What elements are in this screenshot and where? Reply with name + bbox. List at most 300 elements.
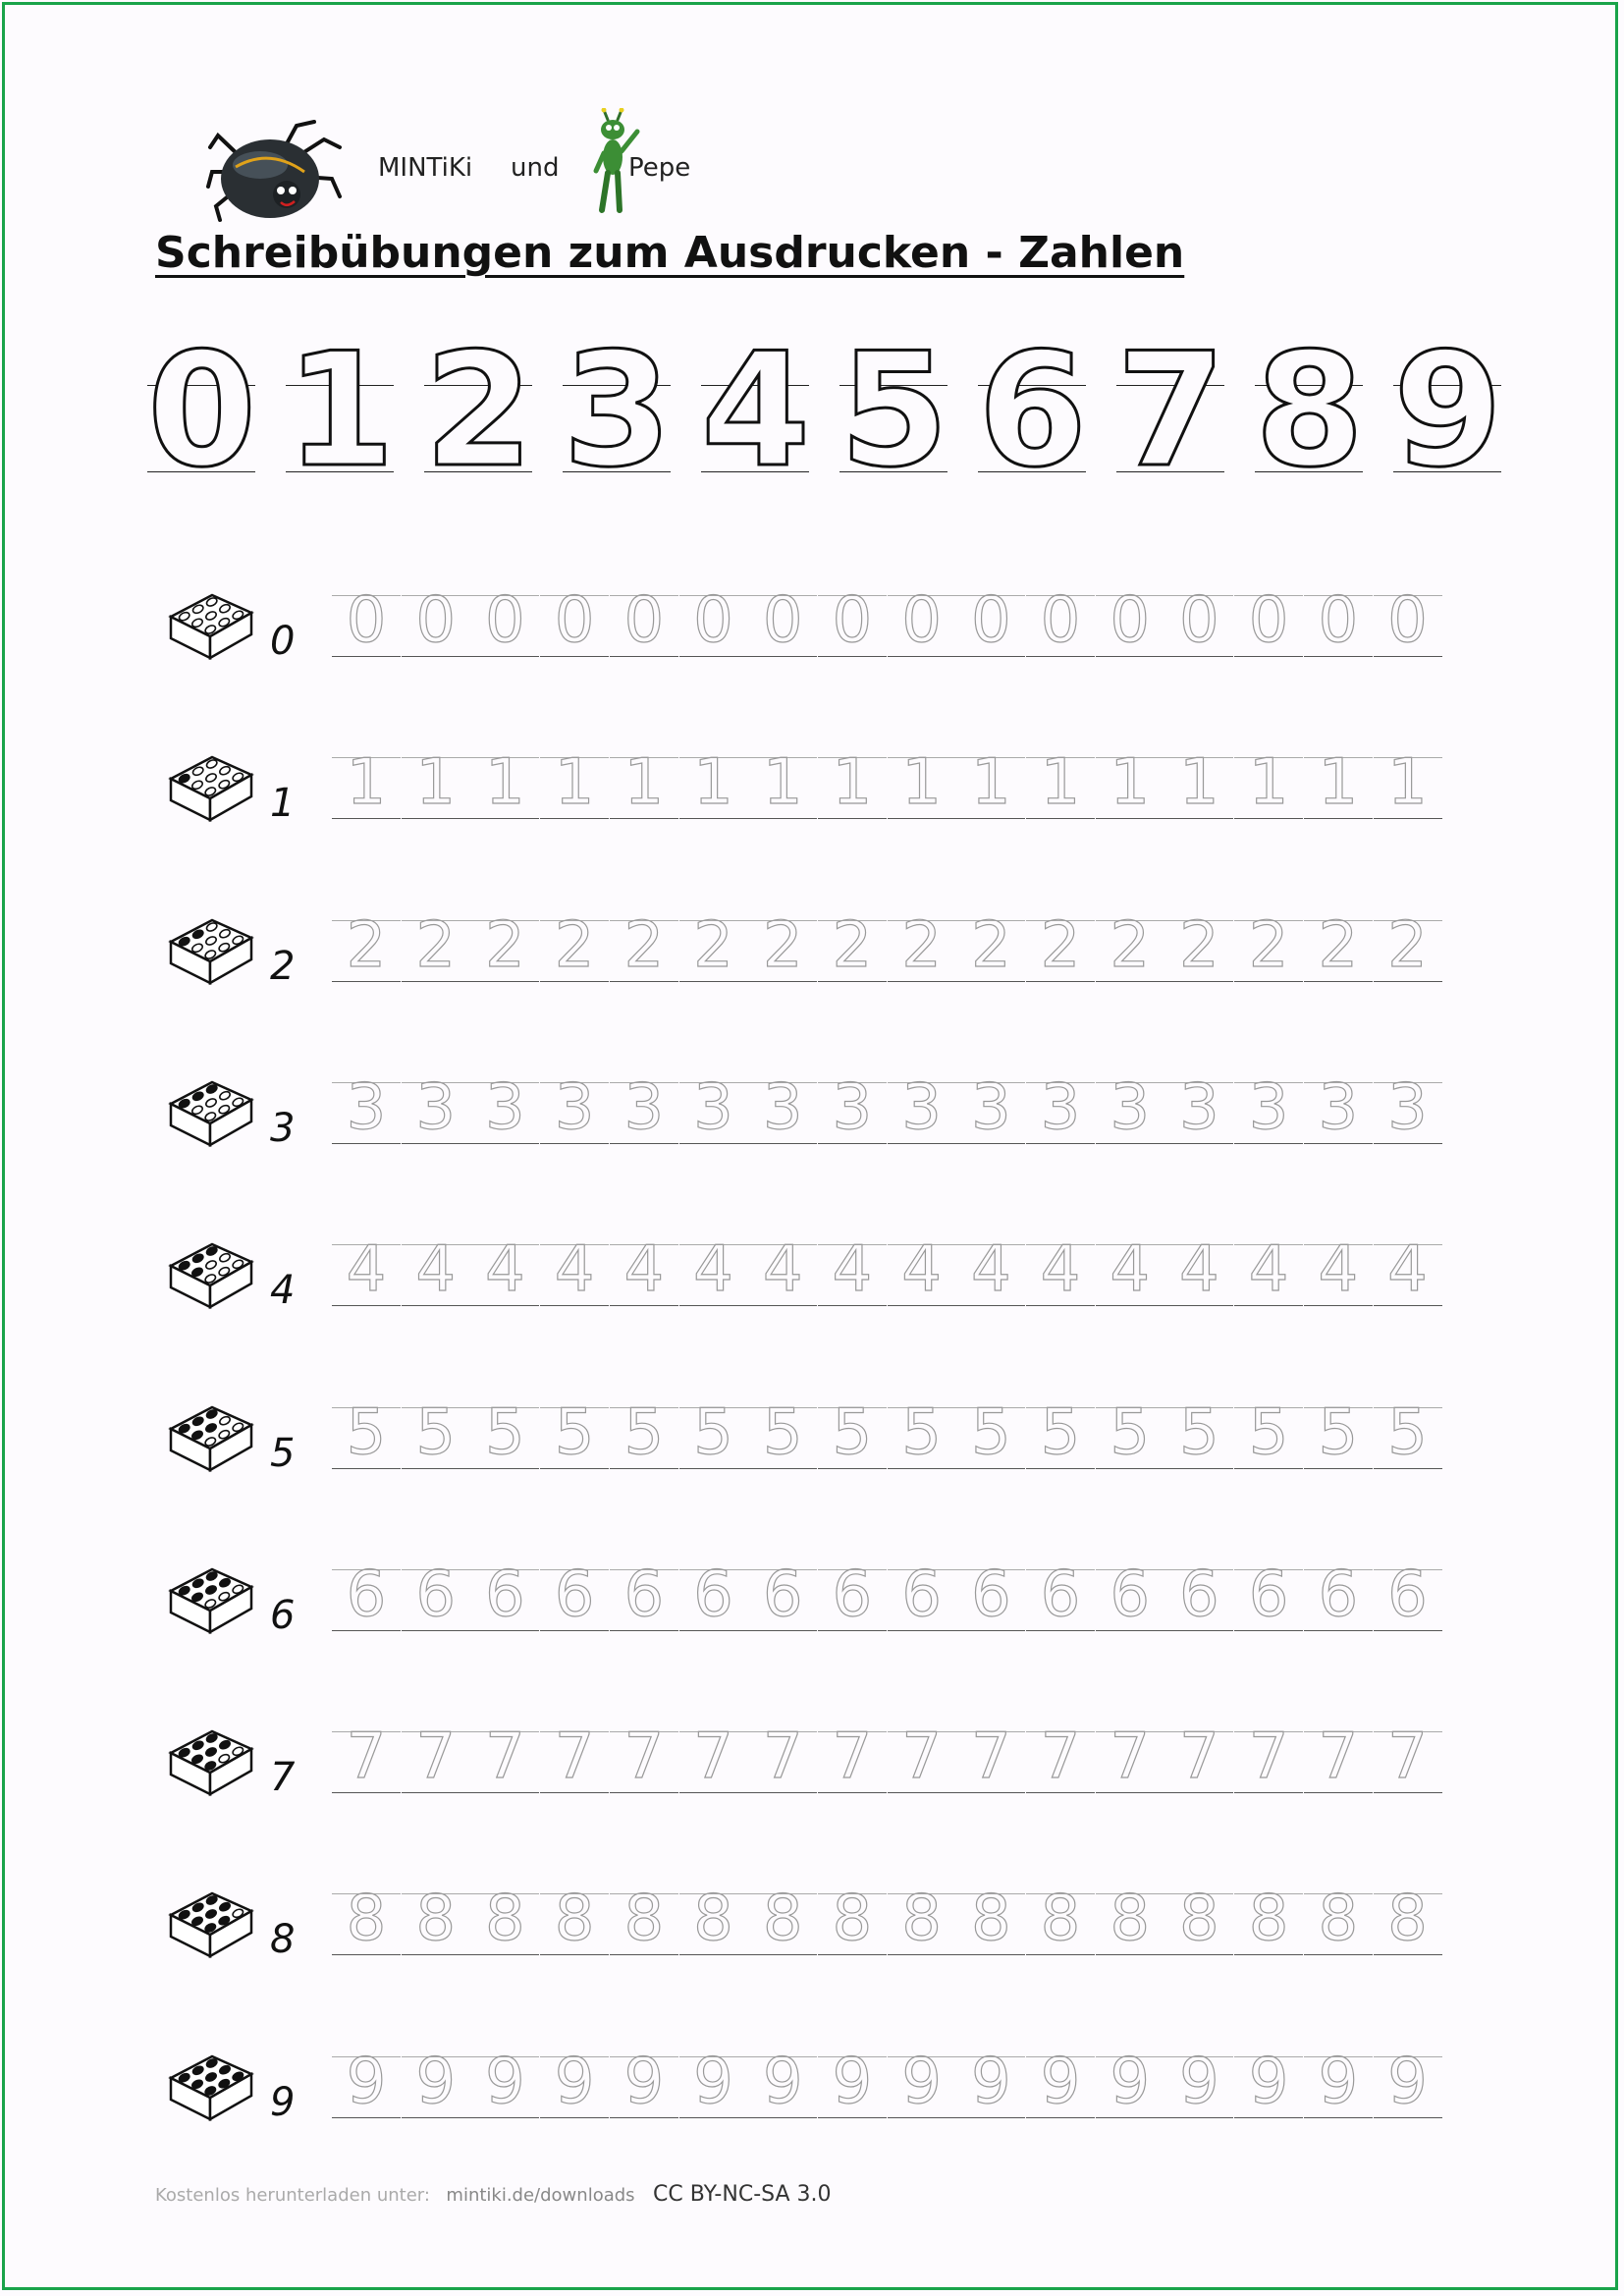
trace-cell[interactable] [748, 746, 817, 849]
trace-base-line [540, 1143, 609, 1144]
trace-cell[interactable] [540, 584, 609, 687]
row-digit-label: 4 [270, 1268, 296, 1314]
trace-cell[interactable] [610, 1070, 678, 1175]
trace-base-line [1374, 1468, 1442, 1469]
trace-cell[interactable] [1374, 746, 1442, 849]
row-digit-label: 1 [270, 781, 296, 827]
trace-cell[interactable] [1234, 584, 1303, 687]
trace-cell[interactable] [679, 1233, 748, 1337]
trace-cell[interactable] [818, 2045, 887, 2149]
trace-cell[interactable] [610, 1721, 678, 1824]
trace-cell[interactable] [470, 908, 539, 1012]
trace-cell[interactable] [748, 1883, 817, 1986]
trace-cell[interactable] [1374, 1070, 1442, 1175]
trace-glyph: 4 [415, 1233, 457, 1307]
trace-cell[interactable] [1304, 1558, 1373, 1662]
trace-cell[interactable] [1096, 746, 1164, 849]
trace-cell[interactable] [956, 908, 1025, 1012]
trace-cell[interactable] [332, 1558, 401, 1662]
trace-glyph: 9 [554, 2045, 595, 2118]
trace-cell[interactable] [748, 1395, 817, 1500]
trace-base-line [402, 818, 470, 819]
tracing-area[interactable] [332, 2045, 1451, 2149]
trace-glyph: 2 [485, 908, 525, 982]
tracing-area[interactable] [332, 1721, 1451, 1824]
trace-cell[interactable] [1304, 1070, 1373, 1175]
trace-cell[interactable] [470, 1721, 539, 1824]
trace-cell[interactable] [679, 1883, 748, 1986]
trace-cell[interactable] [332, 584, 401, 687]
tracing-area[interactable] [332, 1070, 1451, 1175]
trace-cell[interactable] [402, 746, 470, 849]
trace-cell[interactable] [1304, 746, 1373, 849]
trace-base-line [679, 1792, 748, 1793]
footer-url[interactable]: mintiki.de/downloads [446, 2185, 635, 2206]
trace-cell[interactable] [1304, 584, 1373, 687]
trace-base-line [1026, 1305, 1095, 1306]
trace-cell[interactable] [1304, 1233, 1373, 1337]
trace-cell[interactable] [1026, 1883, 1095, 1986]
trace-cell[interactable] [956, 1558, 1025, 1662]
beetle-mascot-icon [206, 118, 344, 226]
trace-cell[interactable] [818, 1558, 887, 1662]
trace-cell[interactable] [888, 1721, 956, 1824]
practice-row-9 [0, 2045, 1624, 2168]
trace-cell[interactable] [1164, 1883, 1233, 1986]
trace-cell[interactable] [888, 2045, 956, 2149]
trace-glyph: 3 [554, 1070, 595, 1144]
trace-base-line [1096, 1468, 1164, 1469]
trace-cell[interactable] [1374, 1395, 1442, 1500]
trace-glyph: 4 [832, 1233, 873, 1307]
trace-cell[interactable] [956, 2045, 1025, 2149]
trace-cell[interactable] [1234, 1070, 1303, 1175]
trace-cell[interactable] [748, 1721, 817, 1824]
trace-glyph: 5 [970, 1395, 1011, 1469]
trace-base-line [1164, 2117, 1233, 2118]
trace-base-line [888, 1954, 956, 1955]
trace-cell[interactable] [332, 1883, 401, 1986]
trace-cell[interactable] [1026, 908, 1095, 1012]
trace-cell[interactable] [748, 1558, 817, 1662]
tracing-area[interactable] [332, 1558, 1451, 1662]
trace-glyph: 9 [693, 2045, 733, 2118]
trace-cell[interactable] [402, 584, 470, 687]
trace-base-line [610, 1630, 678, 1631]
trace-cell[interactable] [1164, 908, 1233, 1012]
trace-glyph: 9 [762, 2045, 803, 2118]
trace-cell[interactable] [470, 1558, 539, 1662]
trace-cell[interactable] [1374, 2045, 1442, 2149]
trace-glyph: 5 [554, 1395, 595, 1469]
trace-cell[interactable] [1096, 584, 1164, 687]
trace-base-line [470, 1630, 539, 1631]
trace-cell[interactable] [1164, 1233, 1233, 1337]
trace-cell[interactable] [470, 2045, 539, 2149]
trace-cell[interactable] [470, 746, 539, 849]
trace-base-line [1304, 1305, 1373, 1306]
trace-cell[interactable] [610, 1558, 678, 1662]
trace-cell[interactable] [332, 908, 401, 1012]
trace-base-line [1026, 2117, 1095, 2118]
trace-glyph: 0 [485, 584, 525, 657]
row-digit-label: 3 [270, 1105, 296, 1151]
trace-base-line [956, 2117, 1025, 2118]
trace-base-line [1304, 1792, 1373, 1793]
trace-cell[interactable] [679, 584, 748, 687]
trace-cell[interactable] [470, 1233, 539, 1337]
trace-base-line [956, 1468, 1025, 1469]
trace-cell[interactable] [956, 1070, 1025, 1175]
trace-cell[interactable] [402, 1233, 470, 1337]
trace-cell[interactable] [818, 908, 887, 1012]
trace-cell[interactable] [748, 908, 817, 1012]
trace-cell[interactable] [332, 746, 401, 849]
tracing-area[interactable] [332, 584, 1451, 687]
trace-base-line [679, 656, 748, 657]
trace-cell[interactable] [956, 1395, 1025, 1500]
practice-row-4 [0, 1233, 1624, 1356]
tracing-area[interactable] [332, 908, 1451, 1012]
trace-cell[interactable] [1096, 908, 1164, 1012]
trace-base-line [888, 2117, 956, 2118]
trace-cell[interactable] [1096, 1233, 1164, 1337]
trace-glyph: 7 [970, 1721, 1011, 1794]
trace-cell[interactable] [1096, 1395, 1164, 1500]
trace-cell[interactable] [888, 1233, 956, 1337]
trace-base-line [818, 1143, 887, 1144]
dice-nine-field-icon [167, 1563, 255, 1637]
trace-cell[interactable] [1096, 1883, 1164, 1986]
trace-cell[interactable] [470, 1395, 539, 1500]
trace-cell[interactable] [610, 1883, 678, 1986]
trace-cell[interactable] [540, 908, 609, 1012]
trace-glyph: 3 [970, 1070, 1011, 1144]
trace-glyph: 6 [762, 1558, 803, 1631]
trace-cell[interactable] [1234, 746, 1303, 849]
trace-base-line [1026, 656, 1095, 657]
trace-cell[interactable] [818, 1883, 887, 1986]
trace-base-line [470, 818, 539, 819]
trace-cell[interactable] [540, 1721, 609, 1824]
trace-base-line [679, 1468, 748, 1469]
trace-cell[interactable] [540, 2045, 609, 2149]
trace-glyph: 8 [1040, 1883, 1081, 1956]
trace-base-line [332, 1792, 401, 1793]
trace-cell[interactable] [402, 1721, 470, 1824]
trace-base-line [1374, 1143, 1442, 1144]
trace-cell[interactable] [748, 1233, 817, 1337]
trace-cell[interactable] [402, 1558, 470, 1662]
trace-cell[interactable] [748, 2045, 817, 2149]
trace-cell[interactable] [402, 1883, 470, 1986]
trace-cell[interactable] [610, 908, 678, 1012]
trace-cell[interactable] [1096, 1070, 1164, 1175]
trace-cell[interactable] [1164, 584, 1233, 687]
trace-cell[interactable] [679, 1558, 748, 1662]
trace-cell[interactable] [540, 1070, 609, 1175]
trace-cell[interactable] [1234, 1558, 1303, 1662]
trace-glyph: 3 [1040, 1070, 1081, 1144]
guide-line-base [1116, 471, 1224, 472]
trace-cell[interactable] [888, 1395, 956, 1500]
trace-cell[interactable] [1026, 584, 1095, 687]
trace-cell[interactable] [540, 1233, 609, 1337]
trace-glyph: 4 [554, 1233, 595, 1307]
outline-digit-glyph: 3 [563, 318, 673, 502]
tracing-area[interactable] [332, 1233, 1451, 1337]
trace-cell[interactable] [888, 1883, 956, 1986]
trace-cell[interactable] [402, 1070, 470, 1175]
tracing-area[interactable] [332, 1883, 1451, 1986]
trace-cell[interactable] [1304, 1883, 1373, 1986]
trace-glyph: 6 [693, 1558, 733, 1631]
trace-base-line [610, 1305, 678, 1306]
trace-cell[interactable] [470, 584, 539, 687]
trace-base-line [1304, 1468, 1373, 1469]
trace-cell[interactable] [1234, 1883, 1303, 1986]
trace-cell[interactable] [679, 1721, 748, 1824]
trace-cell[interactable] [956, 1233, 1025, 1337]
trace-base-line [470, 1954, 539, 1955]
trace-cell[interactable] [679, 1070, 748, 1175]
trace-base-line [610, 1143, 678, 1144]
outline-digit-glyph: 6 [978, 318, 1088, 502]
trace-cell[interactable] [1164, 1395, 1233, 1500]
trace-glyph: 7 [1387, 1721, 1428, 1794]
trace-cell[interactable] [610, 2045, 678, 2149]
trace-cell[interactable] [1164, 746, 1233, 849]
trace-glyph: 8 [970, 1883, 1011, 1956]
trace-glyph: 1 [762, 746, 803, 820]
trace-glyph: 0 [1110, 584, 1151, 657]
tracing-area[interactable] [332, 1395, 1451, 1500]
trace-cell[interactable] [540, 1883, 609, 1986]
trace-cell[interactable] [1026, 1558, 1095, 1662]
trace-base-line [888, 981, 956, 982]
practice-row-1 [0, 746, 1624, 869]
trace-cell[interactable] [1374, 1883, 1442, 1986]
trace-glyph: 9 [1110, 2045, 1151, 2118]
trace-glyph: 7 [346, 1721, 387, 1794]
trace-cell[interactable] [1304, 2045, 1373, 2149]
trace-base-line [748, 656, 817, 657]
trace-cell[interactable] [470, 1883, 539, 1986]
trace-cell[interactable] [956, 746, 1025, 849]
trace-glyph: 0 [415, 584, 457, 657]
trace-glyph: 5 [623, 1395, 665, 1469]
trace-cell[interactable] [1026, 1070, 1095, 1175]
trace-cell[interactable] [679, 908, 748, 1012]
trace-cell[interactable] [402, 1395, 470, 1500]
trace-base-line [679, 2117, 748, 2118]
trace-base-line [332, 1468, 401, 1469]
trace-cell[interactable] [1374, 1233, 1442, 1337]
trace-base-line [540, 1468, 609, 1469]
trace-base-line [540, 1792, 609, 1793]
trace-base-line [679, 1954, 748, 1955]
trace-cell[interactable] [818, 1721, 887, 1824]
trace-glyph: 5 [415, 1395, 457, 1469]
trace-cell[interactable] [1374, 1558, 1442, 1662]
trace-cell[interactable] [888, 1558, 956, 1662]
trace-cell[interactable] [1234, 1395, 1303, 1500]
trace-glyph: 4 [970, 1233, 1011, 1307]
trace-glyph: 7 [623, 1721, 665, 1794]
trace-cell[interactable] [1026, 746, 1095, 849]
trace-glyph: 6 [1040, 1558, 1081, 1631]
trace-base-line [402, 1630, 470, 1631]
trace-cell[interactable] [1304, 1721, 1373, 1824]
trace-cell[interactable] [748, 584, 817, 687]
trace-glyph: 8 [623, 1883, 665, 1956]
outline-digit-0 [147, 318, 257, 502]
guide-line-base [978, 471, 1086, 472]
trace-glyph: 8 [1110, 1883, 1151, 1956]
trace-cell[interactable] [1164, 2045, 1233, 2149]
trace-glyph: 9 [901, 2045, 942, 2118]
trace-cell[interactable] [1026, 1721, 1095, 1824]
trace-base-line [956, 1792, 1025, 1793]
trace-cell[interactable] [1304, 1395, 1373, 1500]
trace-cell[interactable] [1026, 1395, 1095, 1500]
trace-cell[interactable] [888, 908, 956, 1012]
trace-cell[interactable] [610, 584, 678, 687]
trace-cell[interactable] [818, 1233, 887, 1337]
trace-glyph: 0 [970, 584, 1011, 657]
dice-nine-field-icon [167, 1887, 255, 1961]
trace-cell[interactable] [1234, 1721, 1303, 1824]
trace-cell[interactable] [679, 746, 748, 849]
trace-glyph: 6 [415, 1558, 457, 1631]
trace-cell[interactable] [610, 1395, 678, 1500]
practice-row-5 [0, 1395, 1624, 1519]
trace-base-line [1304, 1143, 1373, 1144]
trace-cell[interactable] [1164, 1721, 1233, 1824]
trace-base-line [956, 981, 1025, 982]
trace-glyph: 9 [415, 2045, 457, 2118]
practice-row-3 [0, 1070, 1624, 1194]
page-footer [155, 2182, 832, 2207]
trace-cell[interactable] [956, 1883, 1025, 1986]
trace-cell[interactable] [540, 1558, 609, 1662]
trace-cell[interactable] [1374, 908, 1442, 1012]
trace-glyph: 4 [901, 1233, 942, 1307]
trace-cell[interactable] [956, 584, 1025, 687]
trace-cell[interactable] [332, 2045, 401, 2149]
trace-base-line [888, 656, 956, 657]
trace-glyph: 1 [1179, 746, 1219, 820]
trace-cell[interactable] [888, 584, 956, 687]
trace-cell[interactable] [1096, 1721, 1164, 1824]
trace-glyph: 6 [623, 1558, 665, 1631]
trace-glyph: 5 [485, 1395, 525, 1469]
trace-cell[interactable] [402, 2045, 470, 2149]
trace-cell[interactable] [610, 1233, 678, 1337]
trace-base-line [402, 2117, 470, 2118]
trace-base-line [1026, 1468, 1095, 1469]
trace-base-line [1374, 1792, 1442, 1793]
trace-glyph: 6 [554, 1558, 595, 1631]
trace-base-line [402, 1305, 470, 1306]
trace-cell[interactable] [1234, 2045, 1303, 2149]
trace-cell[interactable] [679, 1395, 748, 1500]
trace-base-line [888, 1792, 956, 1793]
trace-cell[interactable] [610, 746, 678, 849]
trace-cell[interactable] [818, 584, 887, 687]
trace-cell[interactable] [888, 1070, 956, 1175]
trace-cell[interactable] [470, 1070, 539, 1175]
trace-cell[interactable] [402, 908, 470, 1012]
trace-cell[interactable] [332, 1233, 401, 1337]
trace-cell[interactable] [1096, 2045, 1164, 2149]
trace-cell[interactable] [818, 1395, 887, 1500]
practice-row-0 [0, 584, 1624, 707]
trace-glyph: 6 [346, 1558, 387, 1631]
guide-line-base [563, 471, 671, 472]
trace-cell[interactable] [1026, 2045, 1095, 2149]
trace-cell[interactable] [1234, 908, 1303, 1012]
trace-cell[interactable] [679, 2045, 748, 2149]
trace-cell[interactable] [818, 1070, 887, 1175]
row-digit-label: 0 [270, 619, 296, 664]
trace-cell[interactable] [540, 746, 609, 849]
trace-base-line [748, 1143, 817, 1144]
trace-glyph: 4 [1179, 1233, 1219, 1307]
trace-glyph: 7 [1318, 1721, 1359, 1794]
trace-base-line [1374, 818, 1442, 819]
trace-cell[interactable] [1234, 1233, 1303, 1337]
trace-glyph: 0 [623, 584, 665, 657]
trace-cell[interactable] [888, 746, 956, 849]
trace-cell[interactable] [1374, 584, 1442, 687]
trace-cell[interactable] [1164, 1070, 1233, 1175]
trace-glyph: 5 [901, 1395, 942, 1469]
trace-cell[interactable] [332, 1070, 401, 1175]
trace-glyph: 0 [346, 584, 387, 657]
dice-nine-field-icon [167, 1238, 255, 1312]
trace-base-line [402, 1954, 470, 1955]
trace-glyph: 8 [762, 1883, 803, 1956]
trace-glyph: 8 [693, 1883, 733, 1956]
trace-cell[interactable] [1096, 1558, 1164, 1662]
trace-glyph: 5 [1040, 1395, 1081, 1469]
trace-glyph: 2 [623, 908, 665, 982]
trace-base-line [610, 981, 678, 982]
trace-cell[interactable] [818, 746, 887, 849]
trace-cell[interactable] [332, 1395, 401, 1500]
trace-glyph: 4 [623, 1233, 665, 1307]
tracing-area[interactable] [332, 746, 1451, 849]
trace-cell[interactable] [1164, 1558, 1233, 1662]
trace-cell[interactable] [1374, 1721, 1442, 1824]
trace-glyph: 5 [1318, 1395, 1359, 1469]
trace-cell[interactable] [956, 1721, 1025, 1824]
trace-cell[interactable] [1026, 1233, 1095, 1337]
dice-nine-field-icon [167, 751, 255, 825]
trace-cell[interactable] [1304, 908, 1373, 1012]
trace-cell[interactable] [748, 1070, 817, 1175]
trace-glyph: 3 [1110, 1070, 1151, 1144]
trace-cell[interactable] [540, 1395, 609, 1500]
trace-cell[interactable] [332, 1721, 401, 1824]
trace-glyph: 2 [1179, 908, 1219, 982]
trace-glyph: 9 [346, 2045, 387, 2118]
trace-base-line [748, 1792, 817, 1793]
trace-glyph: 1 [346, 746, 387, 820]
trace-glyph: 9 [1179, 2045, 1219, 2118]
trace-base-line [1234, 818, 1303, 819]
